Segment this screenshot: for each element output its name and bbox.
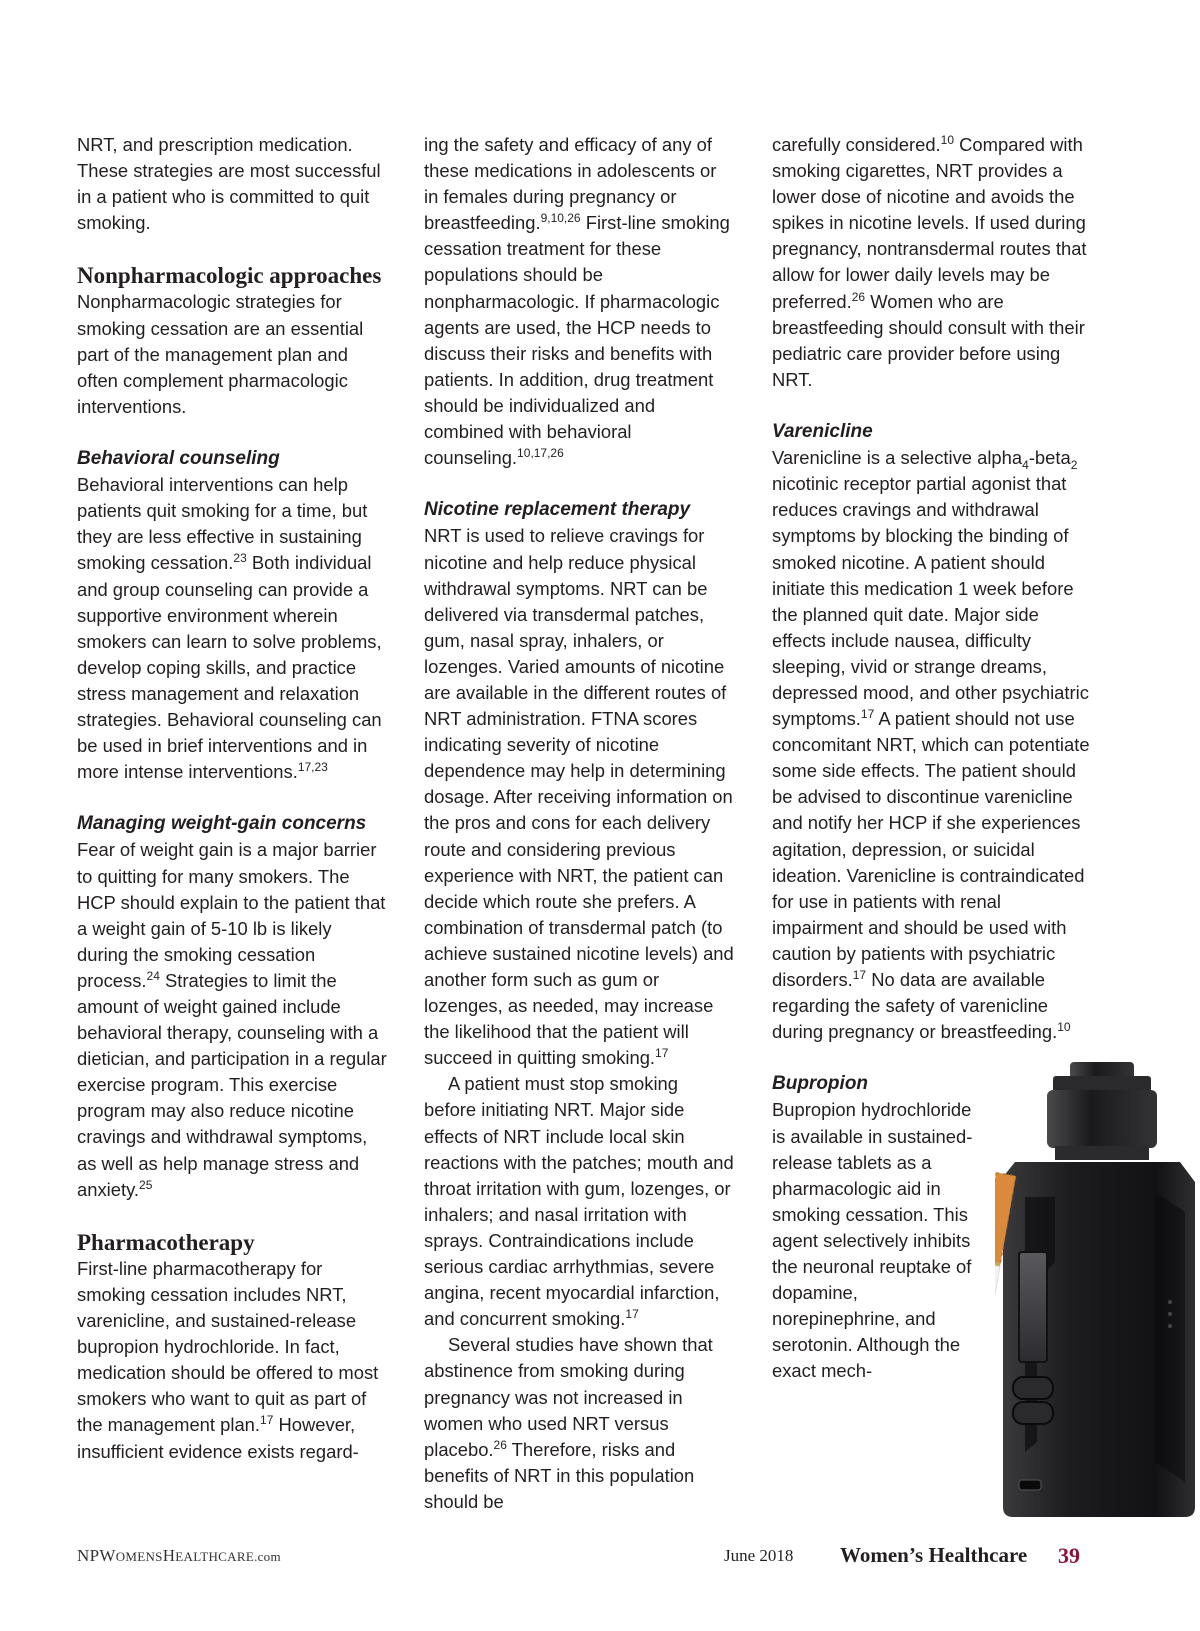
reference: 17 — [260, 1413, 274, 1428]
reference: 23 — [233, 551, 247, 566]
text: A patient should not use concomitant NRT, which can potentiate some side effects. The patient should be advised to discontinue varenicline and notify her HCP if she experiences agitation, depression, or suicidal ideation. Varenicline is contraindicated for use in patients with renal impairment and should be used with caution by patients with psychiatric disorders. — [772, 708, 1090, 990]
heading-nrt: Nicotine replacement therapy — [424, 499, 691, 521]
reference: 10,17,26 — [517, 446, 564, 461]
text: Therefore, risks and benefits of NRT in this population should be — [424, 1438, 695, 1512]
text: NRT is used to relieve cravings for nicotine and help reduce physical withdrawal symptoms. NRT can be delivered via transdermal patches, gum, nasal spray, inhalers, or lozenges. Varied amounts of nicotine are available in the different routes of NRT administration. FTNA scores indicating severity of nicotine dependence may help in determining dosage. After receiving information on the pros and cons for each delivery route and considering previous experience with NRT, the patient can decide which route she prefers. A combination of transdermal patch (to achieve sustained nicotine levels) and another form such as gum or lozenges, as needed, may increase the likelihood that the patient will succeed in quitting smoking. — [424, 525, 734, 1069]
vent-hole — [1168, 1300, 1172, 1304]
subscript: 2 — [1070, 458, 1078, 473]
text: NPW — [77, 1546, 116, 1565]
text: .com — [254, 1549, 281, 1564]
paragraph-nrt-continued — [772, 132, 1092, 393]
column-2 — [424, 132, 734, 1515]
reference: 26 — [493, 1437, 507, 1452]
footer-date: June 2018 — [724, 1546, 794, 1565]
tank-cap — [1053, 1076, 1151, 1092]
column-1 — [77, 132, 387, 1465]
text: First-line smoking cessation treatment for these populations should be nonpharmacologic. If pharmacologic agents are used, the HCP needs to discuss their risks and benefits with patients. In addition, drug treatment should be individualized and combined with behavioral counseling. — [424, 212, 730, 469]
page-number: 39 — [1058, 1543, 1080, 1568]
text: EALTHCARE — [175, 1549, 255, 1564]
reference: 10 — [1057, 1020, 1071, 1035]
body-panel — [1155, 1192, 1185, 1482]
vent-hole — [1168, 1324, 1172, 1328]
footer-magazine-title: Women’s Healthcare — [840, 1543, 1028, 1567]
reference: 17 — [655, 1046, 669, 1061]
text: OMENS — [115, 1549, 163, 1564]
cigarette-paper — [995, 1263, 1000, 1454]
heading-pharmacotherapy: Pharmacotherapy — [77, 1229, 255, 1255]
e-cigarette-and-cigarette-photo — [995, 1062, 1200, 1517]
paragraph-weight — [77, 837, 387, 1202]
text: First-line pharmacotherapy for smoking cessation includes NRT, varenicline, and sustained-release bupropion hydrochloride. In fact, medication should be offered to most smokers who want to quit as part of the management plan. — [77, 1257, 379, 1436]
text: No data are available regarding the safety of varenicline during pregnancy or breastfeeding. — [772, 969, 1058, 1043]
text: A patient must stop smoking before initiating NRT. Major side effects of NRT include local skin reactions with the patches; mouth and throat irritation with gum, lozenges, or inhalers; and nasal irritation with sprays. Contraindications include serious cardiac arrhythmias, severe angina, recent myocardial infarction, and concurrent smoking. — [424, 1073, 734, 1330]
text: Several studies have shown that abstinence from smoking during pregnancy was not increased in women who used NRT versus placebo. — [424, 1334, 713, 1460]
reference: 17 — [860, 707, 875, 722]
text: Compared with smoking cigarettes, NRT provides a lower dose of nicotine and avoids the spikes in nicotine levels. If used during pregnancy, nontransdermal routes that allow for lower daily levels may be preferred. — [772, 134, 1087, 312]
text: Strategies to limit the amount of weight gained include behavioral therapy, counseling with a dietician, and participation in a regular exercise program. This exercise program may also reduce nicotine cravings and withdrawal symptoms, as well as help manage stress and anxiety. — [77, 969, 387, 1200]
paragraph-nrt-pregnancy — [424, 1332, 734, 1515]
reference: 26 — [851, 289, 866, 304]
heading-behavioral-counseling: Behavioral counseling — [77, 448, 280, 470]
mod-button — [1013, 1402, 1053, 1424]
usb-port — [1019, 1480, 1041, 1490]
text: carefully considered. — [772, 134, 941, 155]
text: nicotinic receptor partial agonist that reduces cravings and withdrawal symptoms by blocking the binding of smoked nicotine. A patient should initiate this medication 1 week before the planned quit date. Major side effects include nausea, difficulty sleeping, vivid or strange dreams, depressed mood, and other psychiatric symptoms. — [772, 473, 1089, 730]
text: However, insufficient evidence exists regard- — [77, 1414, 359, 1462]
reference: 25 — [139, 1177, 153, 1192]
paragraph-nonpharmacologic: Nonpharmacologic strategies for smoking cessation are an essential part of the management plan and often complement pharmacologic interventions. — [77, 291, 364, 417]
reference: 17,23 — [297, 760, 328, 775]
footer-website — [77, 1546, 281, 1566]
paragraph-continued — [424, 132, 734, 471]
paragraph-intro — [77, 132, 387, 236]
heading-bupropion: Bupropion — [772, 1073, 869, 1095]
text: NRT, and prescription medication. These strategies are most successful in a patient who is committed to quit smoking. — [77, 134, 381, 234]
paragraph-nrt-side-effects — [424, 1071, 734, 1332]
vent-hole — [1168, 1312, 1172, 1316]
tank — [1047, 1090, 1157, 1148]
text: Women who are breastfeeding should consult with their pediatric care provider before using NRT. — [772, 290, 1085, 390]
text: Behavioral interventions can help patients quit smoking for a time, but they are less effective in sustaining smoking cessation. — [77, 474, 368, 574]
text: -beta — [1028, 447, 1071, 469]
paragraph-varenicline — [772, 445, 1092, 1045]
heading-varenicline: Varenicline — [772, 421, 873, 443]
paragraph-behavioral — [77, 472, 387, 785]
reference: 17 — [852, 968, 867, 982]
paragraph-bupropion: Bupropion hydrochloride is available in sustained-release tablets as a pharmacologic aid in smoking cessation. This agent selectively inhibits the neuronal reuptake of dopamine, norepinephrine, and serotonin. Although the exact mech- — [772, 1099, 973, 1382]
paragraph-nrt — [424, 523, 734, 1071]
heading-weight-gain: Managing weight-gain concerns — [77, 813, 367, 835]
reference: 24 — [146, 968, 160, 983]
text: H — [162, 1546, 176, 1565]
reference: 17 — [625, 1307, 639, 1322]
subscript: 4 — [1022, 458, 1029, 473]
mod-screen — [1019, 1252, 1047, 1362]
mod-button — [1013, 1377, 1053, 1399]
reference: 9,10,26 — [540, 211, 581, 226]
text: Both individual and group counseling can provide a supportive environment wherein smokers can learn to solve problems, develop coping skills, and practice stress management and relaxation strategies. Behavioral counseling can be used in brief interventions and in more intense interventions. — [77, 552, 382, 783]
text: Varenicline is a selective alpha — [772, 447, 1023, 469]
text: Fear of weight gain is a major barrier to quitting for many smokers. The HCP should explain to the patient that a weight gain of 5-10 lb is likely during the smoking cessation process. — [77, 839, 386, 991]
heading-nonpharmacologic: Nonpharmacologic approaches — [77, 263, 382, 289]
tank-base — [1055, 1146, 1149, 1160]
paragraph-pharmacotherapy — [77, 1256, 387, 1465]
reference: 10 — [940, 133, 955, 147]
text: ing the safety and efficacy of any of these medications in adolescents or in females during pregnancy or breastfeeding. — [424, 134, 717, 234]
